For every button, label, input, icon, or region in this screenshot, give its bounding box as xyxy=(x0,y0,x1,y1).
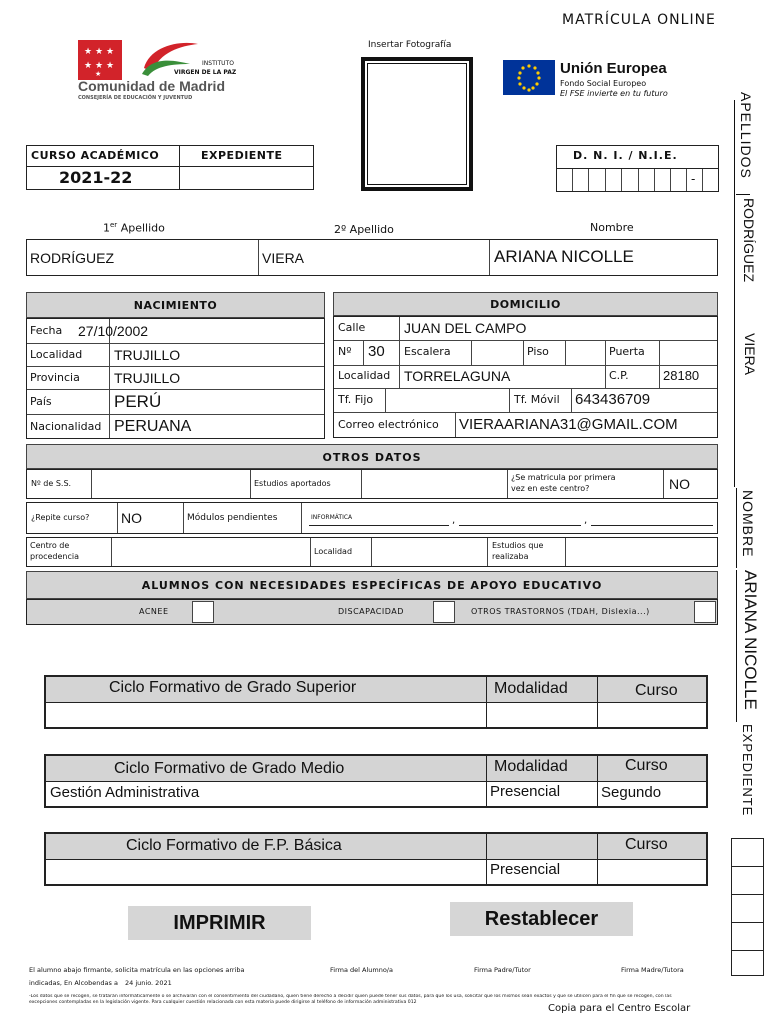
estudios-aportados-label: Estudios aportados xyxy=(254,479,331,488)
names-row xyxy=(26,239,718,276)
fecha-label: Fecha xyxy=(30,324,63,337)
tf-fijo-label: Tf. Fijo xyxy=(338,393,374,406)
discapacidad-label: DISCAPACIDAD xyxy=(338,607,404,616)
sidebar-expediente-boxes[interactable] xyxy=(731,838,764,976)
modulos-line-2[interactable] xyxy=(459,525,581,526)
provincia-field[interactable]: TRUJILLO xyxy=(114,370,181,386)
nacimiento-header: NACIMIENTO xyxy=(26,292,325,318)
modulos-comma-1: , xyxy=(452,515,456,526)
photo-label: Insertar Fotografía xyxy=(368,40,452,50)
fecha-field[interactable]: 27/10/2002 xyxy=(78,323,149,339)
email-label: Correo electrónico xyxy=(338,418,439,431)
curso-academico-label: CURSO ACADÉMICO xyxy=(31,149,160,162)
signature-date[interactable]: 24 junio. 2021 xyxy=(125,979,172,987)
ciclo-basica-table xyxy=(44,832,708,886)
sidebar-apellidos-label: APELLIDOS xyxy=(738,92,754,179)
sidebar-nombre-label: NOMBRE xyxy=(740,490,756,558)
ciclo-medio-curso-label: Curso xyxy=(625,757,668,774)
first-surname-label: 1er Apellido xyxy=(103,221,165,235)
ciclo-basica-curso-field[interactable] xyxy=(601,862,701,882)
otros-trastornos-checkbox[interactable] xyxy=(694,601,716,623)
sidebar-nombre: ARIANA NICOLLE xyxy=(741,570,760,710)
sidebar-expediente-label: EXPEDIENTE xyxy=(740,724,755,817)
numero-label: Nº xyxy=(338,345,352,358)
centro-procedencia-label-2: procedencia xyxy=(30,552,79,561)
ciclo-basica-modalidad-field[interactable]: Presencial xyxy=(490,861,561,878)
modulos-line-1[interactable] xyxy=(309,525,449,526)
consejeria-label: CONSEJERÍA DE EDUCACIÓN Y JUVENTUD xyxy=(78,95,193,101)
calle-field[interactable]: JUAN DEL CAMPO xyxy=(404,320,527,336)
sidebar-separator xyxy=(736,188,750,195)
second-surname-field[interactable]: VIERA xyxy=(262,250,305,266)
ciclo-medio-curso-field[interactable]: Segundo xyxy=(601,784,662,801)
svg-text:★: ★ xyxy=(106,47,115,57)
ciclo-superior-curso-label: Curso xyxy=(635,682,678,699)
dni-digit-cells[interactable] xyxy=(557,169,718,191)
localidad-field[interactable]: TRUJILLO xyxy=(114,347,181,363)
numero-field[interactable]: 30 xyxy=(368,343,385,360)
modulo-1-field: INFORMÁTICA xyxy=(311,514,353,521)
otros-datos-header: OTROS DATOS xyxy=(26,444,718,469)
nacionalidad-label: Nacionalidad xyxy=(30,420,102,433)
primera-vez-field[interactable]: NO xyxy=(669,476,690,492)
first-surname-field[interactable]: RODRÍGUEZ xyxy=(30,250,114,266)
comunidad-madrid-label: Comunidad de Madrid xyxy=(78,78,225,94)
svg-text:★: ★ xyxy=(106,61,115,71)
calle-label: Calle xyxy=(338,321,366,334)
escalera-label: Escalera xyxy=(404,345,451,358)
sidebar-line-2 xyxy=(736,488,737,568)
sidebar-line-1 xyxy=(734,100,735,487)
madrid-logo xyxy=(78,38,258,108)
modulos-pendientes-label: Módulos pendientes xyxy=(187,513,278,523)
firma-madre-label: Firma Madre/Tutora xyxy=(621,966,684,974)
eu-flag-icon xyxy=(503,60,555,95)
provincia-label: Provincia xyxy=(30,371,80,384)
dom-localidad-field[interactable]: TORRELAGUNA xyxy=(404,368,511,384)
curso-academico-value[interactable]: 2021-22 xyxy=(59,168,133,187)
tf-movil-label: Tf. Móvil xyxy=(514,393,560,406)
pais-field[interactable]: PERÚ xyxy=(114,392,162,411)
primera-vez-label-2: vez en este centro? xyxy=(511,484,590,493)
eu-slogan: El FSE invierte en tu futuro xyxy=(560,89,668,98)
eu-title: Unión Europea xyxy=(560,60,667,77)
domicilio-header: DOMICILIO xyxy=(333,292,718,316)
ciclo-medio-table xyxy=(44,754,708,808)
ciclo-medio-title: Ciclo Formativo de Grado Medio xyxy=(114,760,345,777)
necesidades-header: ALUMNOS CON NECESIDADES ESPECÍFICAS DE APOYO EDUCATIVO xyxy=(26,571,718,599)
estudios-realizaba-label-2: realizaba xyxy=(492,552,529,561)
dni-label: D. N. I. / N.I.E. xyxy=(573,149,678,162)
repite-label: ¿Repite curso? xyxy=(31,513,90,522)
ciclo-superior-field[interactable] xyxy=(50,706,482,726)
page-title: MATRÍCULA ONLINE xyxy=(562,12,716,28)
otros-trastornos-label: OTROS TRASTORNOS (TDAH, Dislexia...) xyxy=(471,607,650,616)
pais-label: País xyxy=(30,395,52,408)
sidebar-line-3 xyxy=(736,570,737,722)
name-label: Nombre xyxy=(590,221,634,234)
expediente-field[interactable] xyxy=(183,168,311,188)
nacionalidad-field[interactable]: PERUANA xyxy=(114,418,192,435)
ciclo-superior-curso-field[interactable] xyxy=(601,706,701,726)
acnee-checkbox[interactable] xyxy=(192,601,214,623)
dni-dash: - xyxy=(691,172,696,186)
dni-box xyxy=(556,145,719,192)
otros-row-2 xyxy=(26,502,718,534)
firma-alumno-label: Firma del Alumno/a xyxy=(330,966,393,974)
domicilio-table xyxy=(333,316,718,438)
expediente-label: EXPEDIENTE xyxy=(201,149,283,162)
ciclo-basica-field[interactable] xyxy=(50,862,482,882)
svg-text:★: ★ xyxy=(84,61,93,71)
sidebar-apellido-2: VIERA xyxy=(742,333,758,376)
ss-label: Nº de S.S. xyxy=(31,479,72,488)
indicadas-text: indicadas, En Alcobendas a xyxy=(29,979,118,987)
instituto-name: VIRGEN DE LA PAZ xyxy=(174,69,237,76)
ciclo-basica-title: Ciclo Formativo de F.P. Básica xyxy=(126,837,342,854)
imprimir-button[interactable]: IMPRIMIR xyxy=(128,906,311,940)
dom-localidad-label: Localidad xyxy=(338,369,391,382)
svg-text:★: ★ xyxy=(95,47,104,57)
tf-movil-field[interactable]: 643436709 xyxy=(575,391,651,408)
svg-text:★: ★ xyxy=(95,70,102,78)
photo-frame[interactable] xyxy=(361,57,473,191)
centro-procedencia-label-1: Centro de xyxy=(30,541,70,550)
second-surname-label: 2º Apellido xyxy=(334,223,394,236)
legal-text-1: -Los datos que se recogen, se tratarán informáticamente o se archivarán con el consentimiento del ciudadano, quien tiene derecho a decidir quien puede tener sus datos, para qué los usa, solicitar que los mismos sean exactos y que se utilicen para el fin que se recogen, con las xyxy=(29,994,672,999)
necesidades-row xyxy=(26,599,718,625)
curso-expediente-box xyxy=(26,145,314,190)
ciclo-superior-modalidad-field[interactable] xyxy=(490,706,594,726)
firma-padre-label: Firma Padre/Tutor xyxy=(474,966,531,974)
repite-field[interactable]: NO xyxy=(121,510,142,526)
ciclo-medio-modalidad-label: Modalidad xyxy=(494,758,568,775)
svg-text:★: ★ xyxy=(84,47,93,57)
ciclo-superior-title: Ciclo Formativo de Grado Superior xyxy=(109,679,357,696)
instituto-label: INSTITUTO xyxy=(202,60,234,67)
cp-label: C.P. xyxy=(609,369,629,382)
modulos-line-3[interactable] xyxy=(591,525,713,526)
email-field[interactable]: VIERAARIANA31@GMAIL.COM xyxy=(459,416,678,433)
ciclo-superior-table xyxy=(44,675,708,729)
name-field[interactable]: ARIANA NICOLLE xyxy=(494,247,634,266)
eu-fondo: Fondo Social Europeo xyxy=(560,79,647,88)
eu-logo xyxy=(503,60,703,100)
piso-label: Piso xyxy=(527,345,549,358)
restablecer-button[interactable]: Restablecer xyxy=(450,902,633,936)
firmante-text: El alumno abajo firmante, solicita matrícula en las opciones arriba xyxy=(29,966,245,974)
ciclo-superior-modalidad-label: Modalidad xyxy=(494,680,568,697)
otros-row-1 xyxy=(26,469,718,499)
cp-field[interactable]: 28180 xyxy=(663,368,700,383)
nacimiento-table xyxy=(26,318,325,439)
puerta-label: Puerta xyxy=(609,345,645,358)
acnee-label: ACNEE xyxy=(139,607,169,616)
ciclo-basica-curso-label: Curso xyxy=(625,836,668,853)
modulos-comma-2: , xyxy=(584,515,588,526)
ciclo-medio-modalidad-field[interactable]: Presencial xyxy=(490,783,561,800)
primera-vez-label-1: ¿Se matricula por primera xyxy=(511,473,616,482)
legal-text-2: excepciones contempladas en la legislación vigente. Para cualquier cuestión relacionada con esta materia puede dirigirse al teléfono de información administrativa 012 xyxy=(29,1000,417,1005)
localidad-label: Localidad xyxy=(30,348,83,361)
centro-localidad-label: Localidad xyxy=(314,547,353,556)
sidebar-apellido-1: RODRÍGUEZ xyxy=(741,198,757,282)
estudios-realizaba-label-1: Estudios que xyxy=(492,541,544,550)
otros-row-3 xyxy=(26,537,718,567)
copia-label: Copia para el Centro Escolar xyxy=(548,1003,691,1014)
ciclo-medio-field[interactable]: Gestión Administrativa xyxy=(50,784,200,801)
discapacidad-checkbox[interactable] xyxy=(433,601,455,623)
madrid-flag-icon xyxy=(78,40,122,80)
svg-text:★: ★ xyxy=(95,61,104,71)
